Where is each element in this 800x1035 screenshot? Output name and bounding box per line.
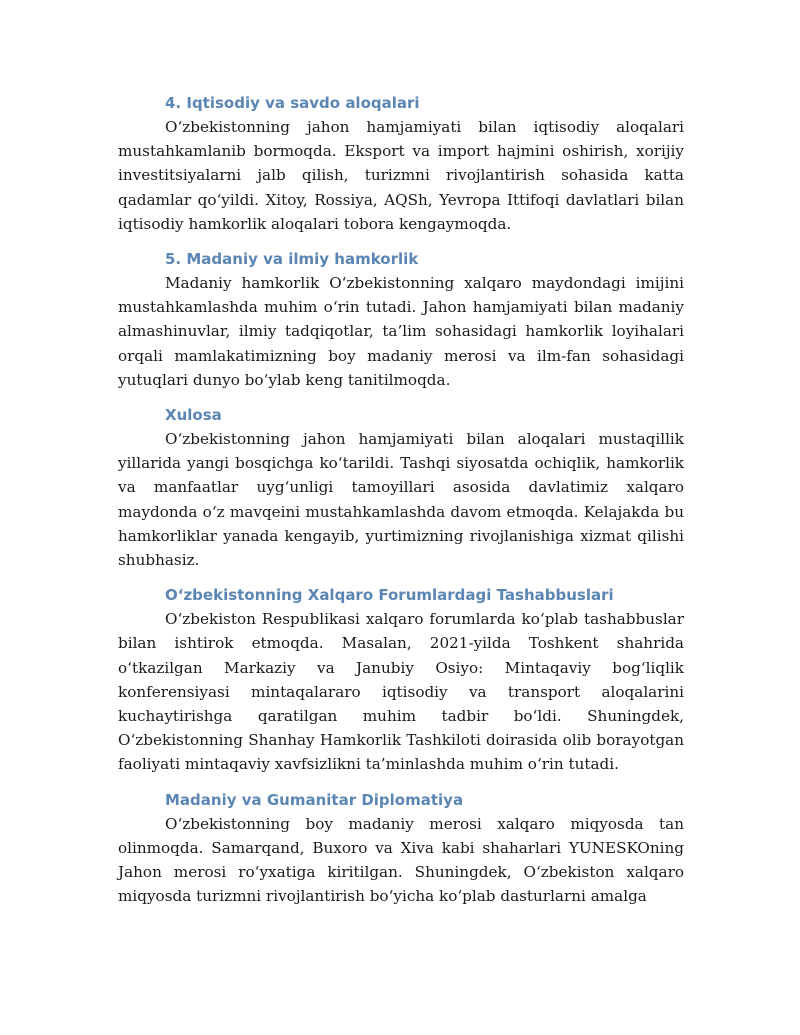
section-conclusion bbox=[118, 404, 684, 572]
section-paragraph: Madaniy hamkorlik O‘zbekistonning xalqaro maydondagi imijini mustahkamlashda muhim o‘rin tutadi. Jahon hamjamiyati bilan madaniy almashinuvlar, ilmiy tadqiqotlar, ta’lim sohasidagi hamkorlik loyihalari orqali mamlakatimizning boy madaniy merosi va ilm-fan sohasidagi yutuqlari dunyo bo‘ylab keng tanitilmoqda. bbox=[118, 274, 684, 389]
section-heading: Xulosa bbox=[165, 406, 222, 425]
document-content bbox=[118, 92, 684, 920]
section-paragraph: O‘zbekistonning jahon hamjamiyati bilan iqtisodiy aloqalari mustahkamlanib bormoqda. Eksport va import hajmini oshirish, xorijiy investitsiyalarni jalb qilish, turizmni rivojlantirish sohasida katta qadamlar qo‘yildi. Xitoy, Rossiya, AQSh, Yevropa Ittifoqi davlatlari bilan iqtisodiy hamkorlik aloqalari tobora kengaymoqda. bbox=[118, 118, 684, 233]
section-paragraph: O‘zbekistonning boy madaniy merosi xalqaro miqyosda tan olinmoqda. Samarqand, Buxoro va Xiva kabi shaharlari YUNESKOning Jahon merosi ro‘yxatiga kiritilgan. Shuningdek, O‘zbekiston xalqaro miqyosda turizmni rivojlantirish bo‘yicha ko‘plab dasturlarni amalga bbox=[118, 814, 684, 906]
section-cultural-diplomacy bbox=[118, 789, 684, 909]
section-paragraph: O‘zbekiston Respublikasi xalqaro forumlarda ko‘plab tashabbuslar bilan ishtirok etmoqda. Masalan, 2021-yilda Toshkent shahrida o‘tkazilgan Markaziy va Janubiy Osiyo: Mintaqaviy bog‘liqlik konferensiyasi mintaqalararo iqtisodiy va transport aloqalarini kuchaytirishga qaratilgan muhim tadbir bo‘ldi. Shuningdek, O‘zbekistonning Shanhay Hamkorlik Tashkiloti doirasida olib borayotgan faoliyati mintaqaviy xavfsizlikni ta’minlashda muhim o‘rin tutadi. bbox=[118, 610, 684, 774]
section-heading: O‘zbekistonning Xalqaro Forumlardagi Tashabbuslari bbox=[165, 586, 614, 605]
section-forum-initiatives bbox=[118, 584, 684, 776]
section-paragraph: O‘zbekistonning jahon hamjamiyati bilan aloqalari mustaqillik yillarida yangi bosqichga ko‘tarildi. Tashqi siyosatda ochiqlik, hamkorlik va manfaatlar uyg‘unligi tamoyillari asosida davlatimiz xalqaro maydonda o‘z mavqeini mustahkamlashda davom etmoqda. Kelajakda bu hamkorliklar yanada kengayib, yurtimizning rivojlanishiga xizmat qilishi shubhasiz. bbox=[118, 430, 684, 570]
section-cultural-scientific bbox=[118, 248, 684, 392]
section-heading: Madaniy va Gumanitar Diplomatiya bbox=[165, 790, 464, 809]
section-heading: 5. Madaniy va ilmiy hamkorlik bbox=[165, 250, 419, 269]
section-economic-trade bbox=[118, 92, 684, 236]
section-heading: 4. Iqtisodiy va savdo aloqalari bbox=[165, 94, 420, 112]
